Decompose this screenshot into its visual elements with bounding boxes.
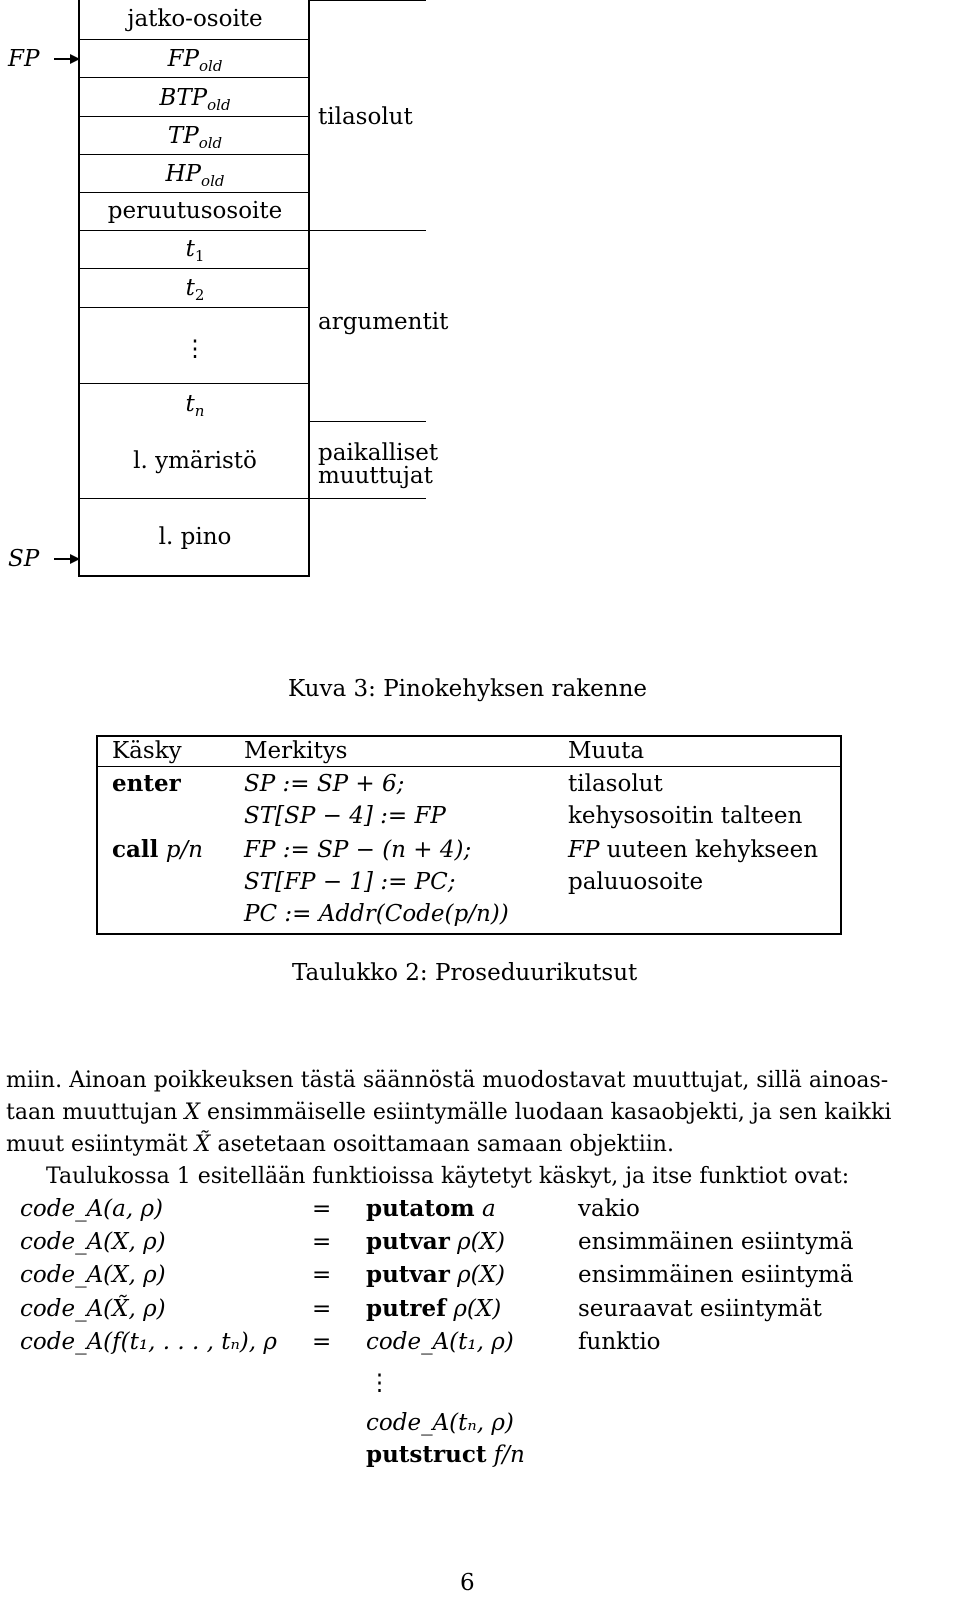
table-caption: Taulukko 2: Proseduurikutsut <box>292 960 638 986</box>
eq-note-2: ensimmäinen esiintymä <box>578 1229 854 1255</box>
eq-sign-1: = <box>312 1196 332 1222</box>
table-call-meaning-2: ST[FP − 1] := PC; <box>244 869 456 895</box>
cell-fp-old: $FP_{old}$ <box>167 46 223 75</box>
eq-sign-3: = <box>312 1262 332 1288</box>
eq-sign-2: = <box>312 1229 332 1255</box>
table-cmd-call: call p/n <box>112 836 203 863</box>
cell-tp-old: $TP_{old}$ <box>167 123 223 152</box>
table-enter-other-1: tilasolut <box>568 771 663 797</box>
paragraph-line-1: miin. Ainoan poikkeuksen tästä säännöstä muodostavat muuttujat, sillä ainoas- <box>6 1068 889 1093</box>
eq-rhs-4: putref ρ(X) <box>366 1295 502 1322</box>
page-number: 6 <box>460 1570 475 1596</box>
region-label-locals-1: paikalliset <box>318 440 439 466</box>
cell-local-environment: l. ymäristö <box>133 448 257 474</box>
cell-tn: $t_n$ <box>185 391 205 420</box>
table-enter-meaning-2: ST[SP − 4] := FP <box>244 803 446 829</box>
table-header-meaning: Merkitys <box>244 738 348 764</box>
paragraph-line-3: muut esiintymät X̃ asetetaan osoittamaan samaan objektiin. <box>6 1132 674 1157</box>
eq-continuation-tn: code_A(tₙ, ρ) <box>366 1410 514 1436</box>
frame-bottom-border <box>78 575 310 577</box>
cell-t2: $t_2$ <box>185 275 205 304</box>
region-label-locals-2: muuttujat <box>318 463 433 489</box>
table-header-rule <box>96 766 842 767</box>
cell-continuation-address: jatko-osoite <box>127 6 263 32</box>
eq-continuation-putstruct: putstruct f/n <box>366 1441 525 1468</box>
cell-hp-old: $HP_{old}$ <box>165 161 225 190</box>
eq-lhs-4: code_A(X̃, ρ) <box>20 1296 166 1322</box>
eq-lhs-1: code_A(a, ρ) <box>20 1196 163 1222</box>
eq-lhs-3: code_A(X, ρ) <box>20 1262 166 1288</box>
cell-ellipsis: ⋮ <box>183 336 207 362</box>
sp-pointer-label: SP <box>8 546 40 572</box>
figure-caption: Kuva 3: Pinokehyksen rakenne <box>288 676 648 702</box>
region-label-arguments: argumentit <box>318 309 449 335</box>
paragraph-line-4: Taulukossa 1 esitellään funktioissa käytetyt käskyt, ja itse funktiot ovat: <box>46 1164 850 1189</box>
table-enter-other-2: kehysosoitin talteen <box>568 803 803 829</box>
cell-backtrack-address: peruutusosoite <box>107 198 283 224</box>
region-label-status: tilasolut <box>318 104 413 130</box>
table-header-other: Muuta <box>568 738 645 764</box>
fp-pointer-label: FP <box>8 46 40 72</box>
eq-rhs-1: putatom a <box>366 1195 496 1222</box>
table-enter-meaning-1: SP := SP + 6; <box>244 771 405 797</box>
eq-lhs-5: code_A(f(t₁, . . . , tₙ), ρ <box>20 1329 277 1355</box>
cell-local-stack: l. pino <box>158 524 232 550</box>
table-header-command: Käsky <box>112 738 182 764</box>
fp-arrow-icon <box>54 50 80 68</box>
eq-lhs-2: code_A(X, ρ) <box>20 1229 166 1255</box>
eq-sign-4: = <box>312 1296 332 1322</box>
eq-note-3: ensimmäinen esiintymä <box>578 1262 854 1288</box>
table-cmd-enter: enter <box>112 770 181 797</box>
eq-note-5: funktio <box>578 1329 661 1355</box>
eq-continuation-dots: ⋮ <box>368 1370 391 1396</box>
eq-note-4: seuraavat esiintymät <box>578 1296 822 1322</box>
table-call-other-1: FP uuteen kehykseen <box>568 837 819 863</box>
table-call-meaning-3: PC := Addr(Code(p/n)) <box>244 901 509 927</box>
eq-sign-5: = <box>312 1329 332 1355</box>
table-call-meaning-1: FP := SP − (n + 4); <box>244 837 472 863</box>
cell-btp-old: $BTP_{old}$ <box>159 85 231 114</box>
table-call-other-2: paluuosoite <box>568 869 704 895</box>
eq-note-1: vakio <box>578 1196 640 1222</box>
sp-arrow-icon <box>54 550 80 568</box>
cell-t1: $t_1$ <box>185 236 205 265</box>
eq-rhs-2: putvar ρ(X) <box>366 1228 505 1255</box>
frame-top-rule <box>308 0 426 1</box>
eq-rhs-3: putvar ρ(X) <box>366 1261 505 1288</box>
paragraph-line-2: taan muuttujan X ensimmäiselle esiintymälle luodaan kasaobjekti, ja sen kaikki <box>6 1100 892 1125</box>
eq-rhs-5: code_A(t₁, ρ) <box>366 1329 514 1355</box>
